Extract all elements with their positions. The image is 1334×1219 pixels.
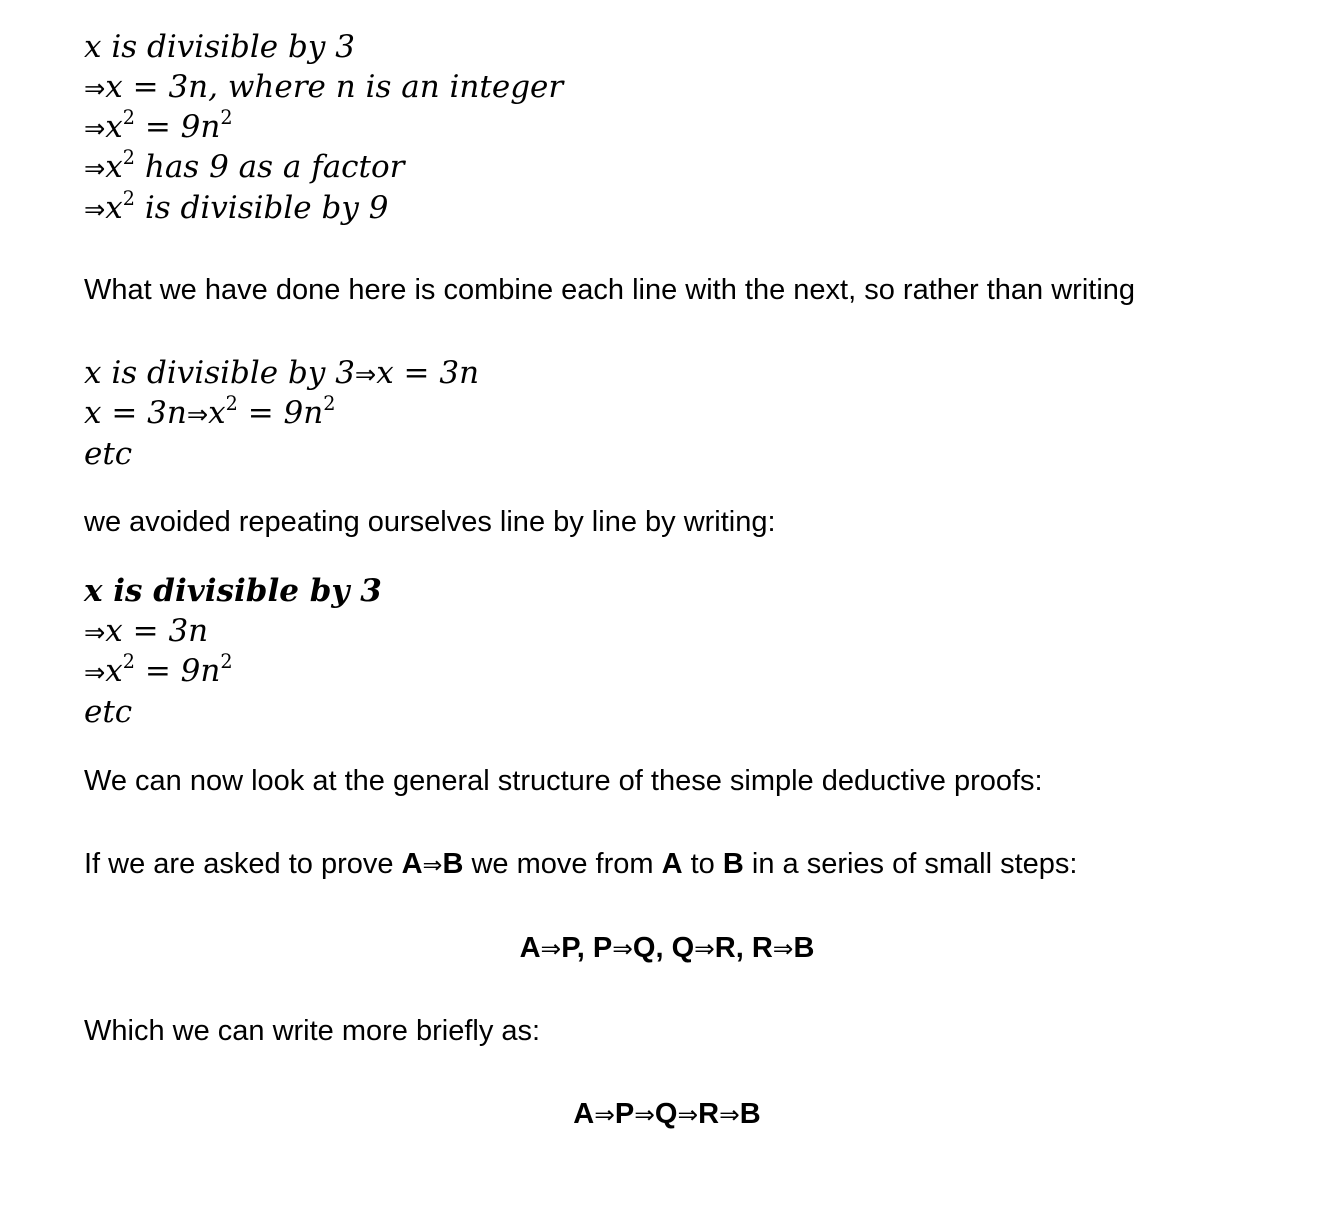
- block2-line2: $x = 3n\Rightarrow x^2 = 9n^2$: [84, 391, 336, 431]
- block1-line4: $\Rightarrow x^2$ has 9 as a factor: [84, 145, 405, 185]
- implies-symbol: ⇒: [84, 657, 106, 687]
- block2-line1: x is divisible by 3⇒x = 3n: [84, 355, 480, 391]
- implies-symbol: ⇒: [634, 1100, 655, 1129]
- block1-line3: $\Rightarrow x^2 = 9n^2$: [84, 105, 233, 145]
- paragraph-combine-lines: What we have done here is combine each line with the next, so rather than writing: [84, 274, 1136, 306]
- block1-line2: ⇒x = 3n, where n is an integer: [84, 69, 564, 105]
- paragraph-avoided-repeating: we avoided repeating ourselves line by line by writing:: [84, 506, 776, 538]
- block3-line1: x is divisible by 3: [84, 573, 382, 609]
- implies-symbol: ⇒: [354, 359, 377, 389]
- implies-symbol: ⇒: [422, 851, 443, 879]
- implies-symbol: ⇒: [84, 73, 106, 103]
- implies-symbol: ⇒: [594, 1100, 615, 1129]
- implication-chain-long: A⇒P, P⇒Q, Q⇒R, R⇒B: [519, 932, 815, 964]
- implies-symbol: ⇒: [540, 934, 562, 963]
- implies-symbol: ⇒: [84, 153, 106, 183]
- implies-symbol: ⇒: [84, 194, 106, 224]
- implication-chain-short: A⇒P⇒Q⇒R⇒B: [573, 1098, 761, 1130]
- implies-symbol: ⇒: [612, 934, 633, 963]
- paragraph-general-structure: We can now look at the general structure of these simple deductive proofs:: [84, 765, 1043, 797]
- implies-symbol: ⇒: [677, 1100, 699, 1129]
- implies-symbol: ⇒: [84, 113, 106, 143]
- implies-symbol: ⇒: [694, 934, 715, 963]
- implies-symbol: ⇒: [719, 1100, 740, 1129]
- block1-line1: x is divisible by 3: [84, 29, 355, 65]
- paragraph-prove-a-implies-b: If we are asked to prove A⇒B we move from A to B in a series of small steps:: [84, 848, 1078, 880]
- paragraph-write-briefly: Which we can write more briefly as:: [84, 1015, 541, 1047]
- implies-symbol: ⇒: [772, 934, 794, 963]
- implies-symbol: ⇒: [186, 399, 209, 429]
- block1-line5: $\Rightarrow x^2$ is divisible by 9: [84, 186, 389, 226]
- block3-line2: ⇒x = 3n: [84, 613, 209, 649]
- block3-etc: etc: [84, 694, 133, 730]
- implies-symbol: ⇒: [84, 617, 106, 647]
- block3-line3: $\Rightarrow x^2 = 9n^2$: [84, 649, 233, 689]
- block2-etc: etc: [84, 436, 133, 472]
